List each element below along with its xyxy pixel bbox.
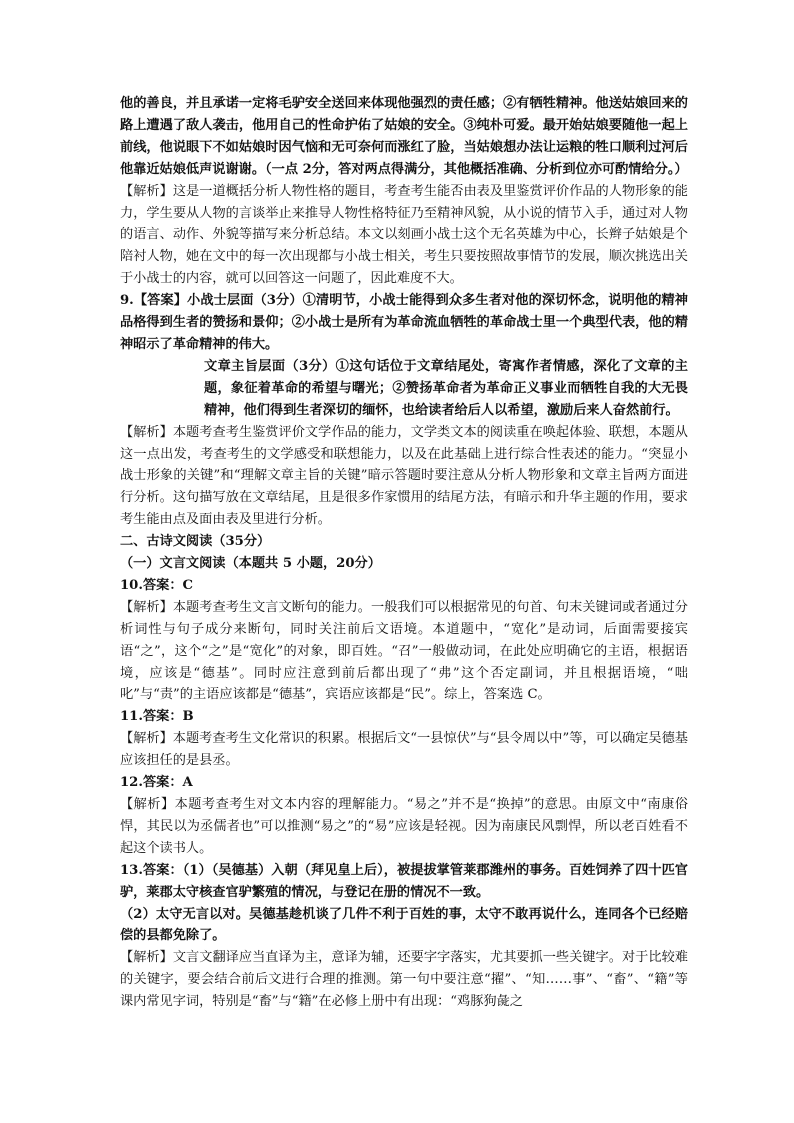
q10-analysis: 【解析】本题考查考生文言文断句的能力。一般我们可以根据常见的句首、句末关键词或者通过分析词性与句子成分来断句，同时关注前后文语境。本道题中，“宽化”是动词，后面需要接宾语“之”，这个“之”是“宽化”的对象，即百姓。“召”一般做动词，在此处应明确它的主语，根据语境，应该是“德基”。同时应注意到前后都出现了“弗”这个否定副词，并且根据语境，“咄叱”与“责”的主语应该都是“德基”，宾语应该都是“民”。综上，答案选 C。 [120, 599, 688, 703]
q9-analysis: 【解析】本题考查考生鉴赏评价文学作品的能力，文学类文本的阅读重在唤起体验、联想，本题从这一点出发，考查考生的文学感受和联想能力，以及在此基础上进行综合性表述的能力。“突显小战士形象的关键”和“理解文章主旨的关键”暗示答题时要注意从分析人物形象和文章主旨两方面进行分析。这句描写放在文章结尾，且是很多作家惯用的结尾方法，有暗示和升华主题的作用，要求考生能由点及面由表及里进行分析。 [120, 424, 688, 528]
q8-answer-continued: 他的善良，并且承诺一定将毛驴安全送回来体现他强烈的责任感；②有牺牲精神。他送姑娘回来的路上遭遇了敌人袭击，他用自己的性命护佑了姑娘的安全。③纯朴可爱。最开始姑娘要随他一起上前线，他说眼下不如姑娘时因气恼和无可奈何而涨红了脸，当姑娘想办法让运粮的牲口顺利过河后他靠近姑娘低声说谢谢。（一点 2分，答对两点得满分，其他概括准确、分析到位亦可酌情给分。） [120, 96, 688, 177]
q8-analysis: 【解析】这是一道概括分析人物性格的题目，考查考生能否由表及里鉴赏评价作品的人物形象的能力，学生要从人物的言谈举止来推导人物性格特征乃至精神风貌，从小说的情节入手，通过对人物的语言、动作、外貌等描写来分析总结。本文以刻画小战士这个无名英雄为中心，长辫子姑娘是个陪衬人物，她在文中的每一次出现都与小战士相关，考生只要按照故事情节的发展，顺次挑选出关于小战士的内容，就可以回答这一问题了，因此难度不大。 [120, 183, 688, 287]
q13-analysis: 【解析】文言文翻译应当直译为主，意译为辅，还要字字落实，尤其要抓一些关键字。对于比较难的关键字，要会结合前后文进行合理的推测。第一句中要注意“擢”、“知……事”、“畜”、“籍”等课内常见字词，特别是“畜”与“籍”在必修上册中有出现：“鸡豚狗彘之 [120, 950, 688, 1010]
q9-answer: 9.【答案】小战士层面（3分）①清明节，小战士能得到众多生者对他的深切怀念，说明他的精神品格得到生者的赞扬和景仰；②小战士是所有为革命流血牺牲的革命战士里一个典型代表，他的精神昭示了革命精神的伟大。 [120, 293, 688, 352]
q12-answer: 12.答案：A [120, 775, 193, 791]
q11-analysis: 【解析】本题考查考生文化常识的积累。根据后文“一县惊伏”与“县令周以中”等，可以确定吴德基应该担任的是县丞。 [120, 731, 688, 769]
q13-answer-1: 13.答案：（1）（吴德基）入朝（拜见皇上后），被提拔掌管莱郡潍州的事务。百姓饲养了四十匹官驴，莱郡太守核查官驴繁殖的情况，与登记在册的情况不一致。 [120, 862, 688, 900]
q13-answer-2: （2）太守无言以对。吴德基趁机谈了几件不利于百姓的事，太守不敢再说什么，连同各个已经赔偿的县都免除了。 [120, 906, 688, 944]
section-heading-classical: 二、古诗文阅读（35分） [120, 534, 271, 550]
q11-answer: 11.答案：B [120, 709, 194, 725]
q10-answer: 10.答案：C [120, 577, 194, 593]
q9-answer-theme: 文章主旨层面（3分）①这句话位于文章结尾处，寄寓作者情感，深化了文章的主题，象征着革命的希望与曙光；②赞扬革命者为革命正义事业而牺牲自我的大无畏精神，他们得到生者深切的缅怀，也给读者给后人以希望，激励后来人奋然前行。 [204, 358, 688, 418]
document-page [120, 93, 688, 1013]
q12-analysis: 【解析】本题考查考生对文本内容的理解能力。“易之”并不是“换掉”的意思。由原文中“南康俗悍，其民以为丞儒者也”可以推测“易之”的“易”应该是轻视。因为南康民风剽悍，所以老百姓看不起这个读书人。 [120, 797, 688, 856]
subsection-heading-wenyan: （一）文言文阅读（本题共 5 小题，20分） [120, 556, 381, 572]
